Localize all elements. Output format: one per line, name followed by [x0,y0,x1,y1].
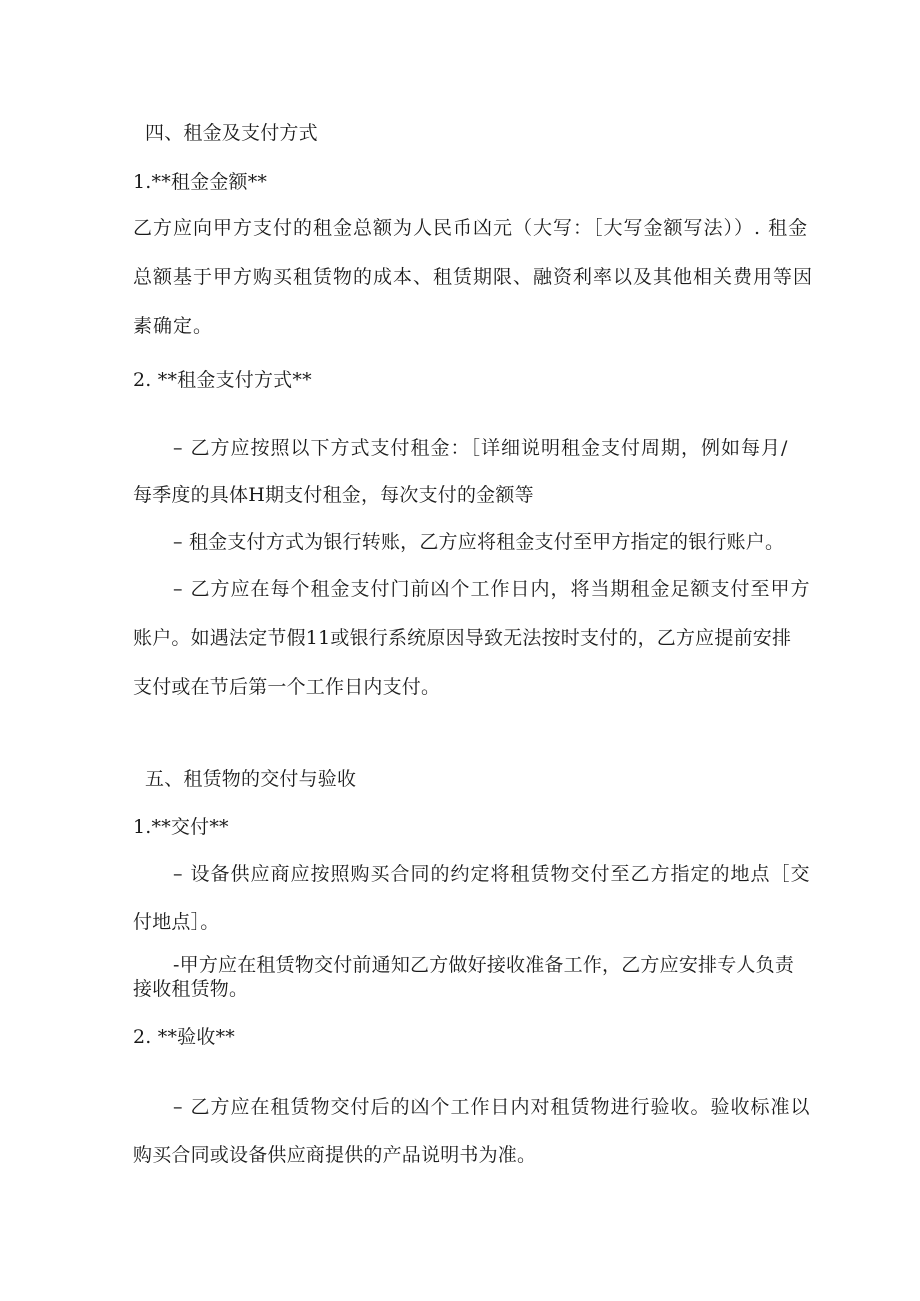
paragraph-line: 素确定。 [133,315,214,337]
bullet-line: – 设备供应商应按照购买合同的约定将租赁物交付至乙方指定的地点［交 [173,863,811,885]
bullet-line: 账户。如遇法定节假11或银行系统原因导致无法按时支付的，乙方应提前安排 [133,627,792,649]
bullet-line: – 乙方应在租赁物交付后的凶个工作日内对租赁物进行验收。验收标准以 [173,1096,811,1118]
bullet-line: 每季度的具体H期支付租金，每次支付的金额等 [133,484,534,506]
section-heading-4: 四、租金及支付方式 [145,122,318,144]
bullet-line: – 乙方应按照以下方式支付租金：［详细说明租金支付周期，例如每月/ [173,437,789,459]
item-title-delivery: 1.**交付** [133,816,229,838]
bullet-line: – 租金支付方式为银行转账，乙方应将租金支付至甲方指定的银行账户。 [173,531,785,553]
section-heading-5: 五、租赁物的交付与验收 [145,768,357,790]
item-title-rent-amount: 1.**租金金额** [133,171,268,193]
item-title-payment-method: 2. **租金支付方式** [133,369,312,391]
bullet-line: 接收租赁物。 [133,978,249,1000]
bullet-line: – 乙方应在每个租金支付门前凶个工作日内，将当期租金足额支付至甲方 [173,578,811,600]
bullet-line: 购买合同或设备供应商提供的产品说明书为准。 [133,1144,537,1166]
item-title-acceptance: 2. **验收** [133,1026,235,1048]
bullet-line: 支付或在节后第一个工作日内支付。 [133,676,441,698]
paragraph-line: 乙方应向甲方支付的租金总额为人民币凶元（大写：［大写金额写法））. 租金 [133,217,809,239]
bullet-line: 付地点］。 [133,911,220,933]
paragraph-line: 总额基于甲方购买租赁物的成本、租赁期限、融资利率以及其他相关费用等因 [133,266,814,288]
bullet-line: -甲方应在租赁物交付前通知乙方做好接收准备工作，乙方应安排专人负责 [173,954,795,976]
